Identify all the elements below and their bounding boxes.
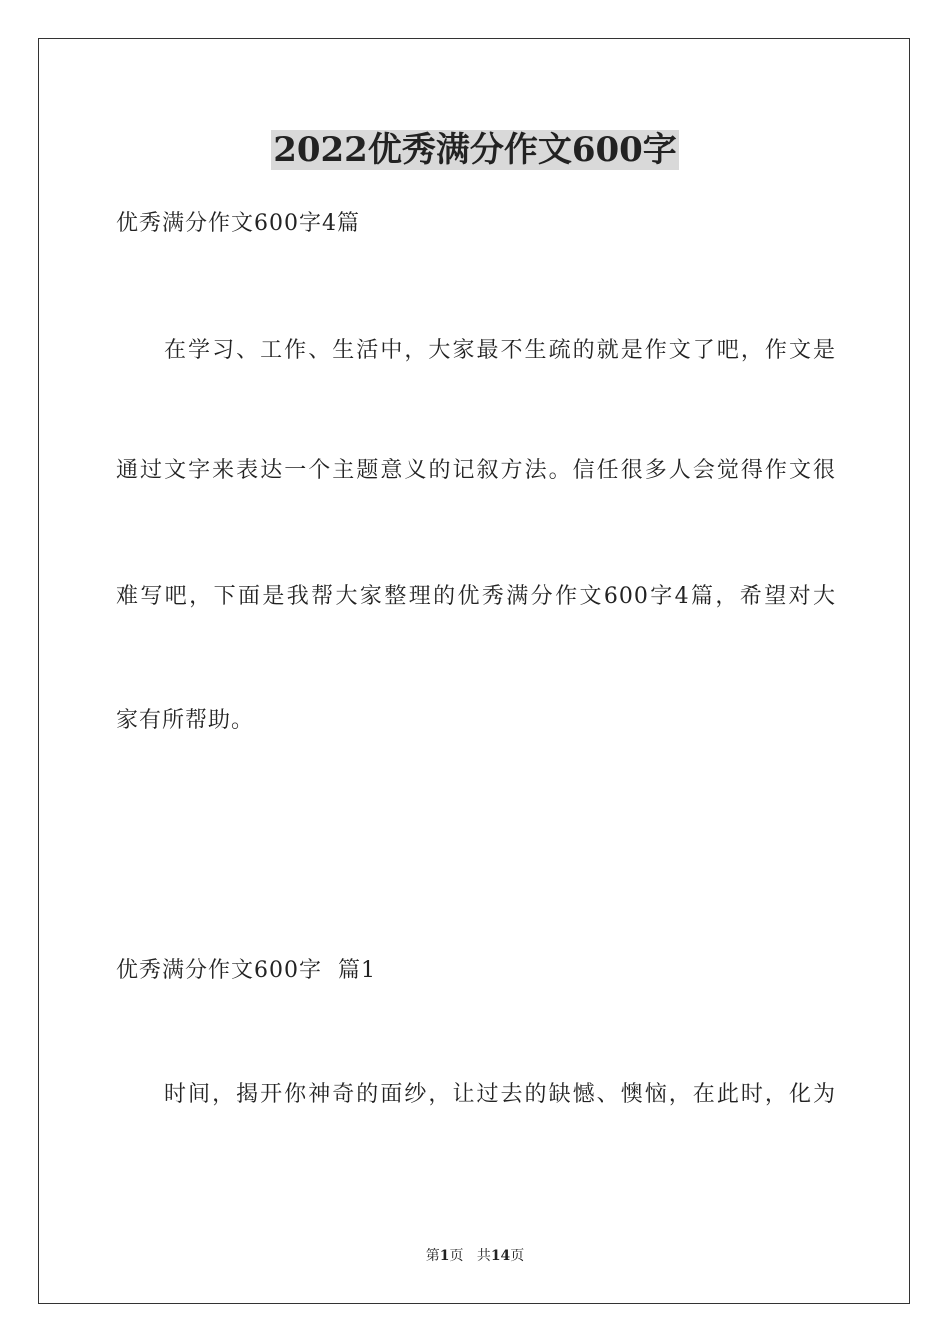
document-title [0,128,950,172]
footer-total-prefix: 共 [476,1248,491,1264]
document-subtitle: 优秀满分作文600字4篇 [116,211,360,236]
footer-page-prefix: 第 [425,1248,440,1264]
intro-line-2: 通过文字来表达一个主题意义的记叙方法。信任很多人会觉得作文很 [116,458,836,483]
footer-page-suffix: 页 [449,1248,464,1264]
section-heading: 优秀满分作文600字 篇1 [116,958,376,983]
footer-page-number: 1 [439,1248,450,1264]
intro-line-1: 在学习、工作、生活中，大家最不生疏的就是作文了吧，作文是 [164,338,836,363]
footer-total-pages: 14 [490,1248,511,1264]
intro-line-4: 家有所帮助。 [116,708,255,733]
footer-total-suffix: 页 [510,1248,525,1264]
section-line-1: 时间，揭开你神奇的面纱，让过去的缺憾、懊恼，在此时，化为 [164,1082,836,1107]
page-footer [0,1246,950,1266]
intro-line-3: 难写吧，下面是我帮大家整理的优秀满分作文600字4篇，希望对大 [116,584,836,609]
document-title-text: 2022优秀满分作文600字 [273,130,677,170]
